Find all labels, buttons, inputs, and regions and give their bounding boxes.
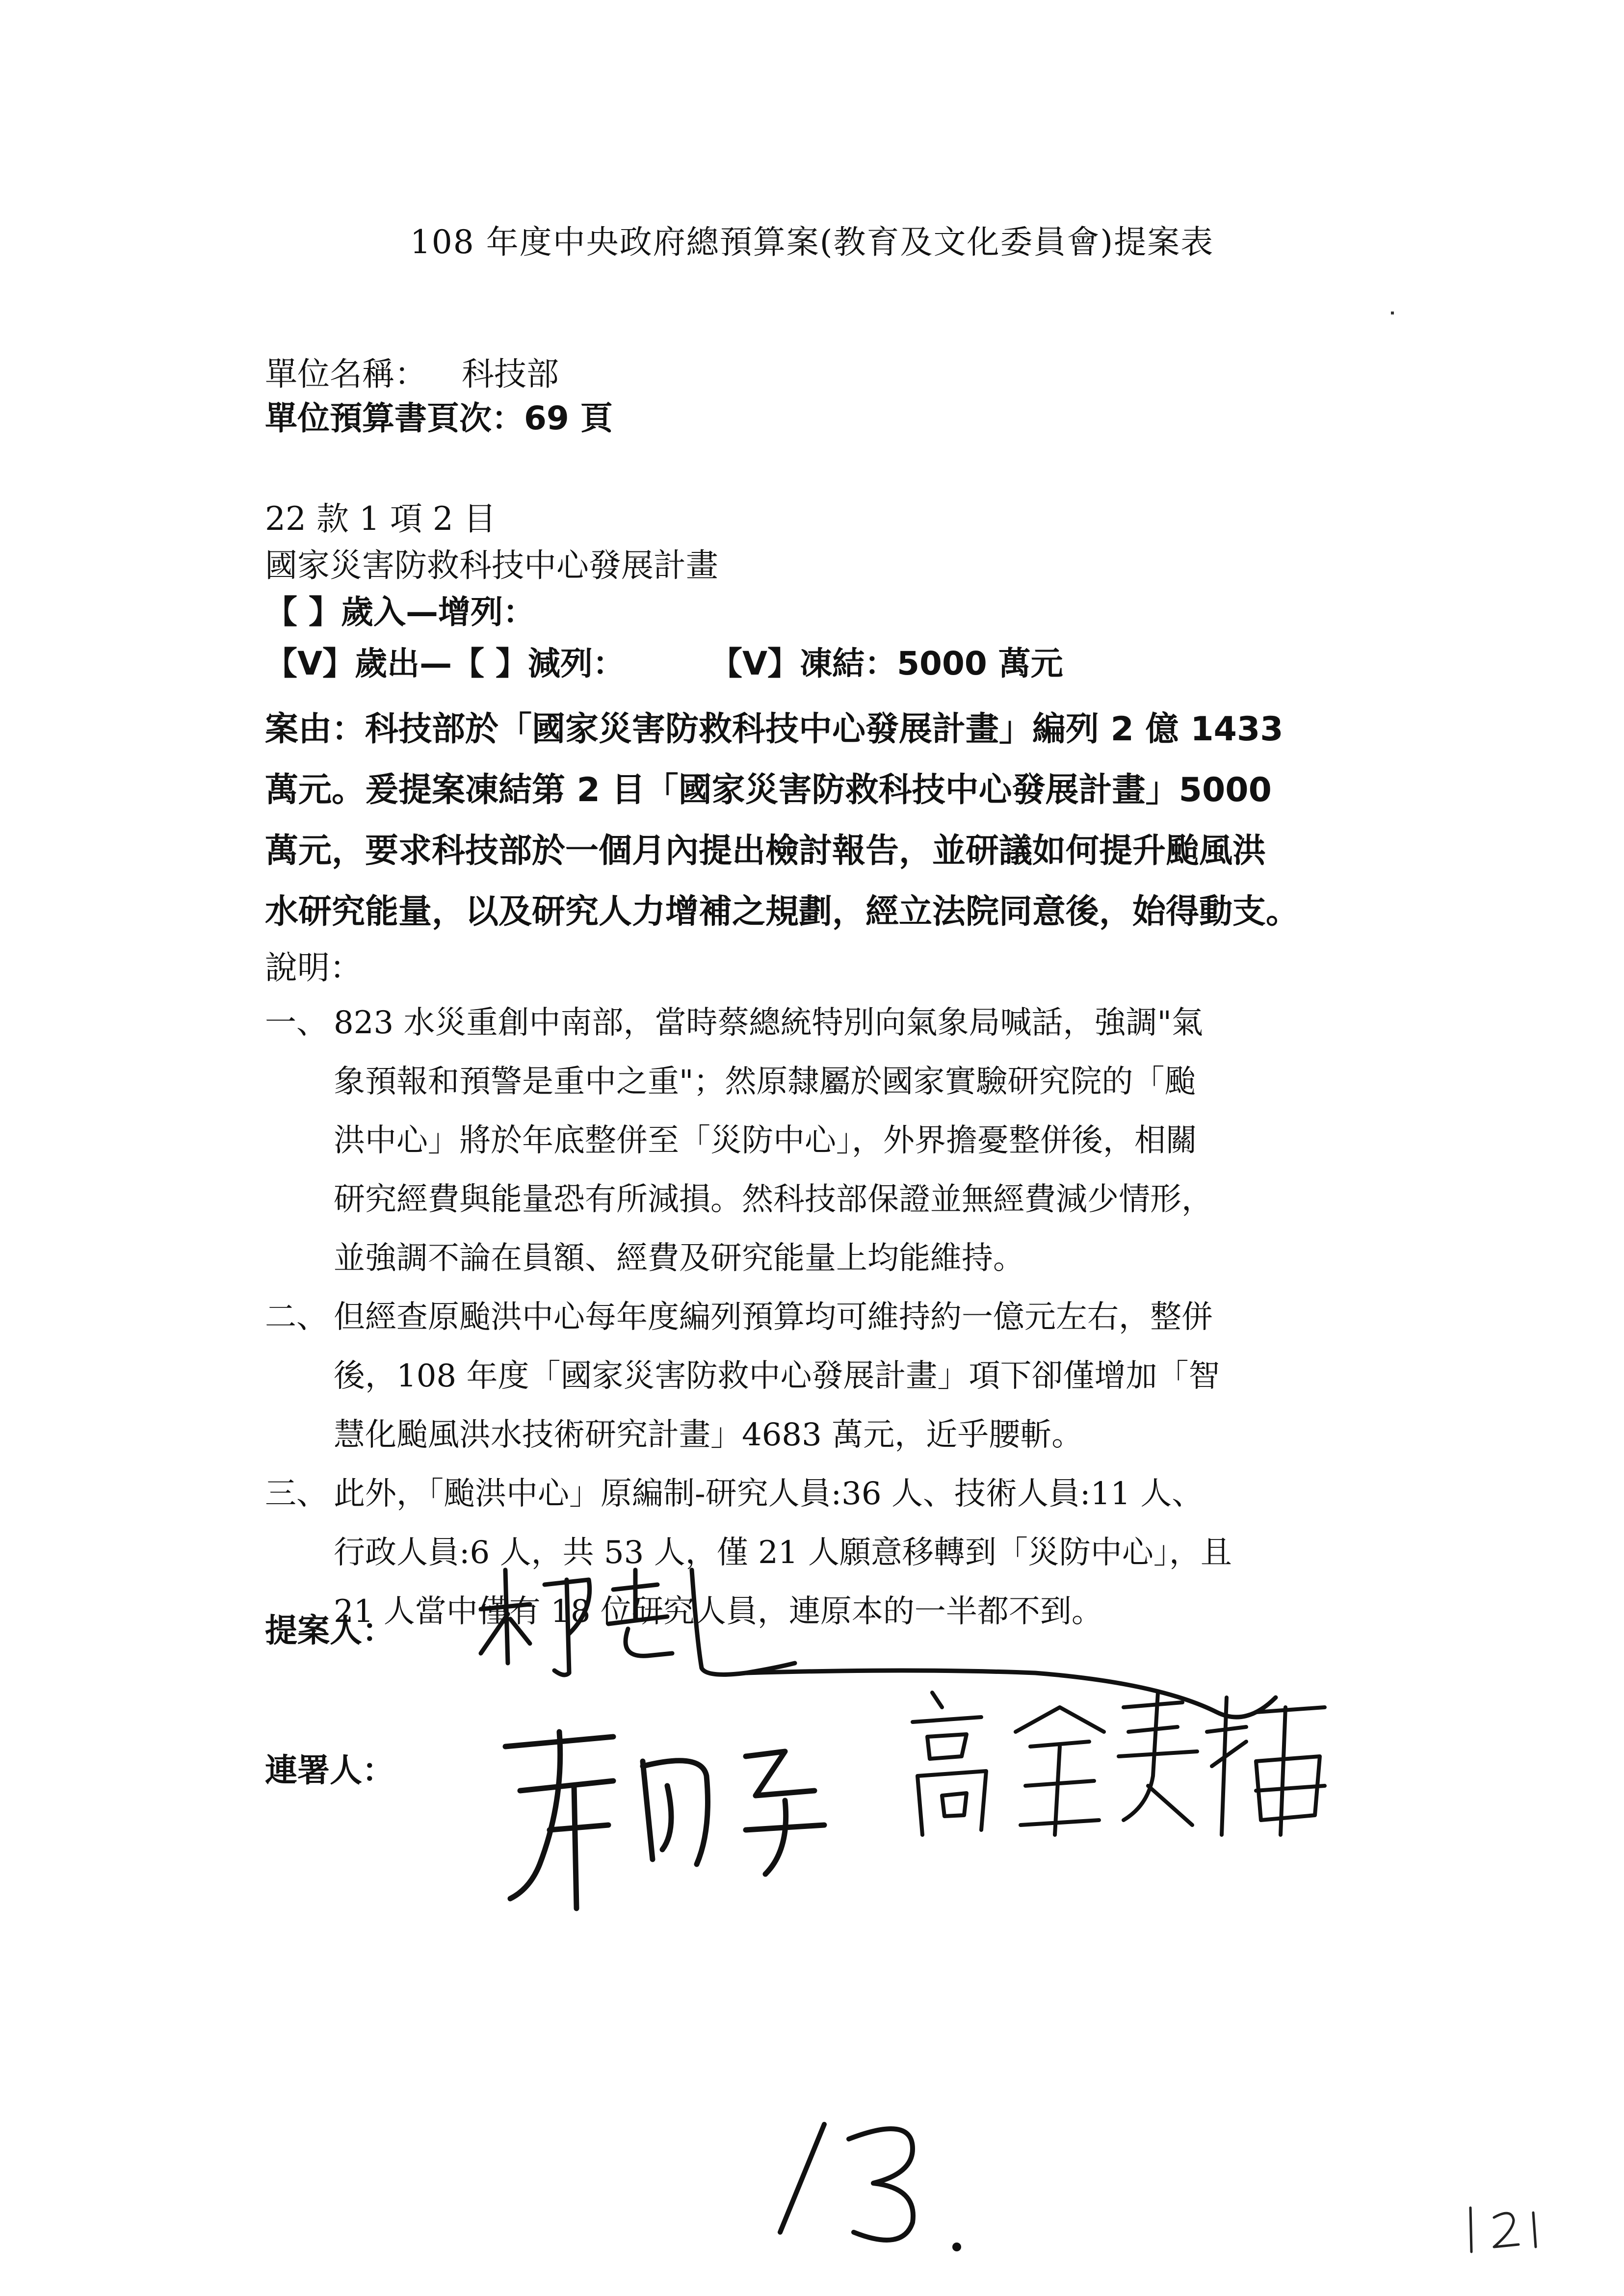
explanation-number: 二、 xyxy=(265,1299,328,1335)
explanation-number: 一、 xyxy=(265,1005,328,1041)
explanation-line: 象預報和預警是重中之重"；然原隸屬於國家實驗研究院的「颱 xyxy=(334,1064,1196,1100)
explanation-line: 823 水災重創中南部，當時蔡總統特別向氣象局喊話，強調"氣 xyxy=(334,1005,1203,1041)
explanation-line: 此外，「颱洪中心」原編制-研究人員:36 人、技術人員:11 人、 xyxy=(334,1476,1204,1512)
explanation-line: 並強調不論在員額、經費及研究能量上均能維持。 xyxy=(334,1240,1024,1277)
unit-name-value: 科技部 xyxy=(461,355,559,393)
explanation-line: 慧化颱風洪水技術研究計畫」4683 萬元，近乎腰斬。 xyxy=(334,1417,1083,1453)
reason-line: 萬元，要求科技部於一個月內提出檢討報告，並研議如何提升颱風洪 xyxy=(265,832,1266,870)
handwritten-page-number xyxy=(765,2110,971,2257)
explanation-label: 說明： xyxy=(265,949,362,987)
scan-speck xyxy=(1391,312,1394,314)
item-code: 22 款 1 項 2 目 xyxy=(265,500,496,538)
expenditure-freeze: 【V】凍結：5000 萬元 xyxy=(710,645,1063,682)
reason-line: 萬元。爰提案凍結第 2 目「國家災害防救科技中心發展計畫」5000 xyxy=(265,771,1272,809)
explanation-line: 研究經費與能量恐有所減損。然科技部保證並無經費減少情形， xyxy=(334,1181,1213,1218)
reason-line: 水研究能量，以及研究人力增補之規劃，經立法院同意後，始得動支。 xyxy=(265,892,1300,931)
expenditure-line xyxy=(265,645,1063,682)
cosigner-label: 連署人： xyxy=(265,1751,394,1789)
explanation-line: 但經查原颱洪中心每年度編列預算均可維持約一億元左右，整併 xyxy=(334,1299,1213,1335)
explanation-line: 洪中心」將於年底整併至「災防中心」，外界擔憂整併後，相關 xyxy=(334,1122,1197,1159)
budget-page-reference: 單位預算書頁次：69 頁 xyxy=(265,399,613,437)
revenue-line: 【 】歲入—增列： xyxy=(265,593,535,631)
explanation-line: 行政人員:6 人，共 53 人，僅 21 人願意移轉到「災防中心」，且 xyxy=(334,1535,1232,1571)
reason-paragraph xyxy=(265,699,1408,942)
expenditure-reduction: 【V】歲出—【 】減列： xyxy=(265,645,626,682)
cosigner-signature-2 xyxy=(903,1678,1344,1854)
explanation-text xyxy=(334,1288,1408,1464)
plan-name: 國家災害防救科技中心發展計畫 xyxy=(265,547,718,584)
cosigner-signature-1 xyxy=(491,1702,844,1923)
explanation-text xyxy=(334,993,1408,1288)
unit-name-label: 單位名稱： xyxy=(265,355,427,393)
document-title: 108 年度中央政府總預算案(教育及文化委員會)提案表 xyxy=(410,223,1214,261)
explanation-line: 後，108 年度「國家災害防救中心發展計畫」項下卻僅增加「智 xyxy=(334,1358,1220,1394)
corner-mark xyxy=(1465,2203,1553,2257)
reason-line: 案由：科技部於「國家災害防救科技中心發展計畫」編列 2 億 1433 xyxy=(265,710,1283,749)
unit-name-row xyxy=(265,355,559,393)
explanation-line: 21 人當中僅有 18 位研究人員，連原本的一半都不到。 xyxy=(334,1593,1103,1630)
proposer-label: 提案人： xyxy=(265,1612,394,1649)
explanation-number: 三、 xyxy=(265,1476,328,1512)
